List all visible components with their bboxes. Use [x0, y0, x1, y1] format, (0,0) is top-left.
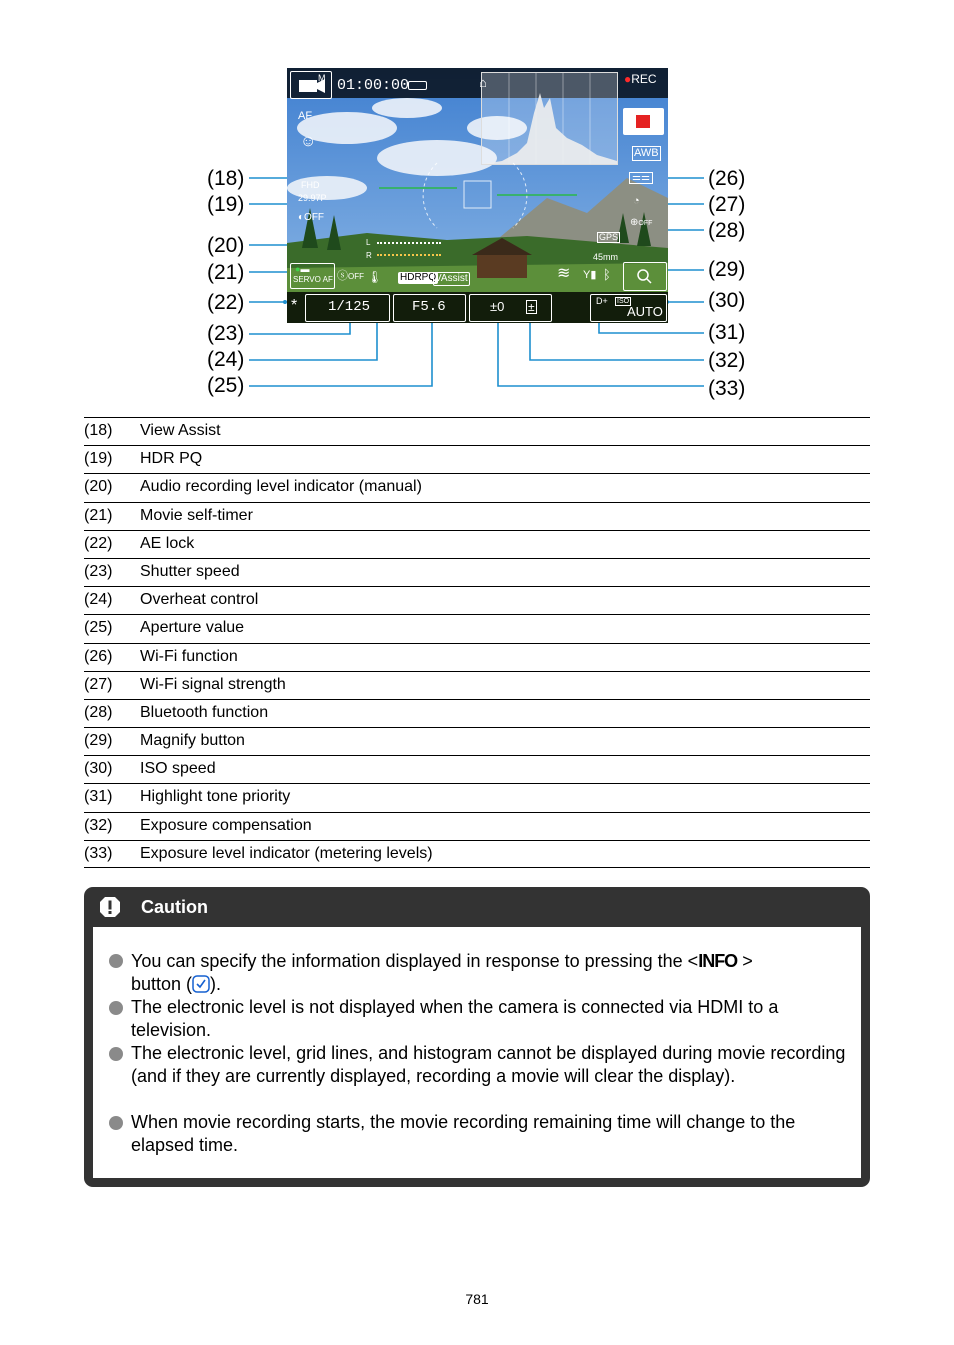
callout-20: (20) [207, 234, 245, 257]
stop-icon [636, 115, 650, 128]
af-method-icon: AF [298, 110, 313, 122]
iso-button[interactable] [590, 294, 667, 322]
row-label: Magnify button [140, 732, 245, 750]
row-label: Audio recording level indicator (manual) [140, 478, 422, 496]
bullet-icon [109, 1001, 123, 1015]
row-label: Overheat control [140, 591, 259, 609]
aperture-button[interactable] [393, 294, 466, 322]
lock-icon: ⌂ [479, 75, 487, 90]
zoom-off-label: OFF [638, 220, 653, 227]
table-row [84, 530, 870, 558]
caution-box [84, 887, 870, 1187]
row-number: (25) [84, 619, 113, 637]
table-row [84, 671, 870, 699]
ae-lock-icon: * [291, 297, 298, 314]
callout-27: (27) [708, 193, 746, 216]
electronic-level [287, 68, 668, 323]
row-label: HDR PQ [140, 450, 203, 468]
movie-self-timer-icon: ⓢOFF [337, 270, 364, 282]
row-number: (31) [84, 788, 113, 806]
caution-header [84, 887, 870, 927]
caution-item-line2-end: ). [210, 974, 222, 994]
auto-lighting-optimizer-icon: ◔ [633, 195, 640, 207]
row-number: (29) [84, 732, 113, 750]
row-number: (24) [84, 591, 113, 609]
row-label: Exposure level indicator (metering levels) [140, 844, 433, 862]
zoom-off-icon: ⊕OFF [630, 217, 653, 228]
table-row [84, 755, 870, 783]
callout-26: (26) [708, 167, 746, 190]
bullet-icon [109, 954, 123, 968]
table-row [84, 614, 870, 642]
magnify-icon [624, 263, 666, 290]
hdr-pq-icon: HDRPQ [400, 272, 437, 283]
table-row [84, 643, 870, 671]
highlight-tone-priority-icon: D+ [596, 296, 608, 306]
callout-30: (30) [708, 289, 746, 312]
callout-28: (28) [708, 219, 746, 242]
row-number: (33) [84, 844, 113, 862]
table-row [84, 812, 870, 840]
camera-live-view-screen [287, 68, 668, 323]
aperture-value: F5.6 [412, 299, 446, 315]
row-number: (28) [84, 703, 113, 721]
wifi-icon: ≋ [557, 265, 571, 282]
row-number: (21) [84, 506, 113, 524]
view-assist-icon: VAssist [435, 273, 468, 284]
row-number: (22) [84, 534, 113, 552]
row-label: ISO speed [140, 760, 216, 778]
table-row [84, 502, 870, 530]
frame-rate: 29.97P [298, 193, 327, 203]
exposure-level-icon: ± [528, 300, 535, 314]
bullet-icon [109, 1047, 123, 1061]
row-number: (18) [84, 422, 113, 439]
rec-label: REC [631, 72, 657, 86]
gps-icon: GPS [599, 232, 619, 242]
recording-time: 01:00:00 [337, 77, 410, 94]
caution-item-line2: button ( [131, 974, 193, 994]
callout-24: (24) [207, 348, 245, 371]
audio-l-label: L [366, 238, 371, 247]
caution-title: Caution [141, 897, 208, 917]
callout-23: (23) [207, 322, 245, 345]
row-number: (26) [84, 647, 113, 665]
row-number: (32) [84, 816, 113, 834]
callout-29: (29) [708, 258, 746, 281]
row-number: (20) [84, 478, 113, 496]
face-tracking-icon: ☺ [300, 133, 317, 150]
picture-style-icon: ⚌⚌ [629, 172, 653, 184]
row-label: Highlight tone priority [140, 788, 291, 806]
row-label: Wi-Fi signal strength [140, 675, 286, 693]
bullet-icon [109, 1116, 123, 1130]
row-label: AE lock [140, 534, 195, 552]
row-number: (27) [84, 675, 113, 693]
row-label: Aperture value [140, 619, 245, 637]
caution-item: The electronic level, grid lines, and histogram cannot be displayed during movie recording (and if they are currently displayed, recording a movie will clear the display). [131, 1043, 846, 1086]
table-row [84, 558, 870, 586]
row-label: View Assist [140, 422, 221, 439]
caution-item-text: You can specify the information displayed in response to pressing the < [131, 951, 699, 971]
shutter-speed-value: 1/125 [328, 299, 371, 315]
legend-table [84, 417, 870, 868]
movie-size-icon: FHD [301, 180, 320, 190]
row-label: Movie self-timer [140, 506, 253, 524]
caution-icon [99, 896, 121, 918]
svg-text:M: M [318, 73, 326, 83]
table-row [84, 445, 870, 473]
caution-item: When movie recording starts, the movie recording remaining time will change to the elapsed time. [131, 1112, 796, 1155]
exposure-compensation-value: ±0 [490, 299, 505, 314]
table-row [84, 783, 870, 811]
af-operation-button[interactable] [290, 263, 335, 289]
exposure-compensation-button[interactable] [469, 294, 552, 322]
row-number: (23) [84, 562, 113, 580]
wifi-signal-icon: Y▮ [583, 269, 597, 281]
page-number: 781 [465, 1291, 489, 1307]
rec-indicator: ●REC [624, 72, 657, 86]
callout-31: (31) [708, 321, 746, 344]
caution-item: The electronic level is not displayed when the camera is connected via HDMI to a television. [131, 997, 779, 1040]
table-row [84, 473, 870, 501]
callout-22: (22) [207, 291, 245, 314]
caution-item [131, 950, 851, 996]
row-label: Wi-Fi function [140, 647, 238, 665]
digital-is-icon: ◐OFF [298, 212, 325, 223]
bluetooth-icon: ᛒ [603, 267, 611, 282]
row-number: (19) [84, 450, 113, 468]
caution-body [93, 927, 861, 1178]
row-number: (30) [84, 760, 113, 778]
shutter-speed-button[interactable] [305, 294, 390, 322]
callout-25: (25) [207, 374, 245, 397]
callout-19: (19) [207, 193, 245, 216]
table-row [84, 586, 870, 614]
overheat-control-icon: 🌡 [367, 270, 383, 284]
table-row [84, 727, 870, 755]
caution-item-text-end: > [742, 951, 753, 971]
table-row [84, 417, 870, 445]
af-operation-label: SERVO AF [293, 275, 333, 284]
audio-r-label: R [366, 251, 372, 260]
focal-length: 45mm [593, 252, 619, 262]
row-label: Bluetooth function [140, 703, 269, 721]
callout-21: (21) [207, 261, 245, 284]
row-label: Exposure compensation [140, 816, 312, 834]
iso-label: ISO [617, 298, 630, 305]
table-row [84, 840, 870, 868]
callout-32: (32) [708, 349, 746, 372]
callout-18: (18) [207, 167, 245, 190]
magnify-button[interactable] [623, 262, 667, 291]
settings-link-icon[interactable] [192, 975, 210, 993]
table-row [84, 699, 870, 727]
movie-servo-icon: ●▬ [295, 264, 310, 274]
self-timer-off: OFF [348, 272, 364, 281]
info-button-glyph: INFO [698, 951, 738, 971]
row-label: Shutter speed [140, 562, 240, 580]
stop-recording-button[interactable] [623, 108, 664, 135]
camera-screen-figure [0, 0, 954, 410]
iso-value: AUTO [627, 304, 663, 319]
digital-is-off: OFF [304, 212, 325, 223]
white-balance-icon: AWB [634, 147, 659, 159]
callout-33: (33) [708, 377, 746, 400]
